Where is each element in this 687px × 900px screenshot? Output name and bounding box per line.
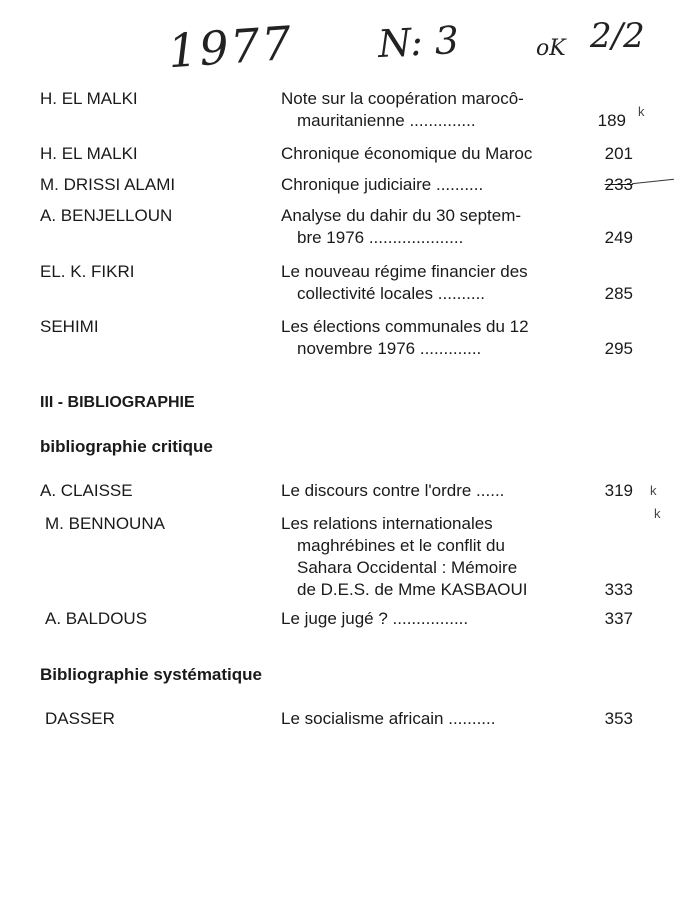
entry-title-line: mauritanienne .............. — [297, 111, 476, 130]
entry-author: A. CLAISSE — [40, 481, 133, 500]
entry-title-line: maghrébines et le conflit du — [297, 536, 505, 555]
entry-page: 319 — [604, 481, 633, 500]
entry-title-line: Le nouveau régime financier des — [281, 262, 528, 281]
entry-title-line: Analyse du dahir du 30 septem- — [281, 206, 522, 225]
entry-author: EL. K. FIKRI — [40, 262, 135, 281]
entry-page: 337 — [604, 609, 633, 628]
section-heading: III - BIBLIOGRAPHIE — [40, 394, 195, 411]
entry-author: A. BENJELLOUN — [40, 206, 173, 225]
entry-title-line: Chronique économique du Maroc — [281, 144, 533, 163]
entry-title-line: Le discours contre l'ordre ...... — [281, 481, 505, 500]
entry-page: 189 — [597, 111, 626, 130]
subsection-heading-critique: bibliographie critique — [40, 437, 213, 456]
margin-mark: k — [650, 483, 657, 498]
entry-page: 285 — [604, 284, 633, 303]
handwritten-issue-number: N: 3 — [376, 17, 461, 67]
handwritten-ok: oK — [536, 36, 566, 61]
entry-title-line: Le juge jugé ? ................ — [281, 609, 469, 628]
handwritten-fraction: 2/2 — [590, 16, 645, 56]
entry-page: 295 — [604, 339, 633, 358]
entry-title-line: Note sur la coopération marocô- — [281, 89, 524, 108]
entry-title-line: bre 1976 .................... — [297, 228, 464, 247]
handwritten-year: 1977 — [166, 15, 295, 79]
entry-title-line: Sahara Occidental : Mémoire — [297, 558, 518, 577]
entry-title-line: de D.E.S. de Mme KASBAOUI — [297, 580, 528, 599]
margin-mark: k — [654, 506, 661, 521]
entry-author: SEHIMI — [40, 317, 99, 336]
subsection-heading-systematique: Bibliographie systématique — [40, 665, 262, 684]
entry-author: H. EL MALKI — [40, 144, 138, 163]
entry-author: H. EL MALKI — [40, 89, 138, 108]
entry-page: 249 — [604, 228, 633, 247]
entry-author: DASSER — [45, 709, 115, 728]
entry-author: M. BENNOUNA — [45, 514, 165, 533]
margin-mark: k — [638, 104, 645, 119]
entry-page: 333 — [604, 580, 633, 599]
entry-page: 201 — [604, 144, 633, 163]
entry-title-line: Les élections communales du 12 — [281, 317, 529, 336]
entry-title-line: Les relations internationales — [281, 514, 493, 533]
margin-strike-mark — [632, 179, 674, 184]
entry-page: 233 — [604, 175, 633, 194]
entry-title-line: collectivité locales .......... — [297, 284, 486, 303]
entry-title-line: Chronique judiciaire .......... — [281, 175, 484, 194]
entry-page: 353 — [604, 709, 633, 728]
entry-author: A. BALDOUS — [45, 609, 148, 628]
entry-author: M. DRISSI ALAMI — [40, 175, 176, 194]
entry-title-line: novembre 1976 ............. — [297, 339, 482, 358]
entry-title-line: Le socialisme africain .......... — [281, 709, 496, 728]
